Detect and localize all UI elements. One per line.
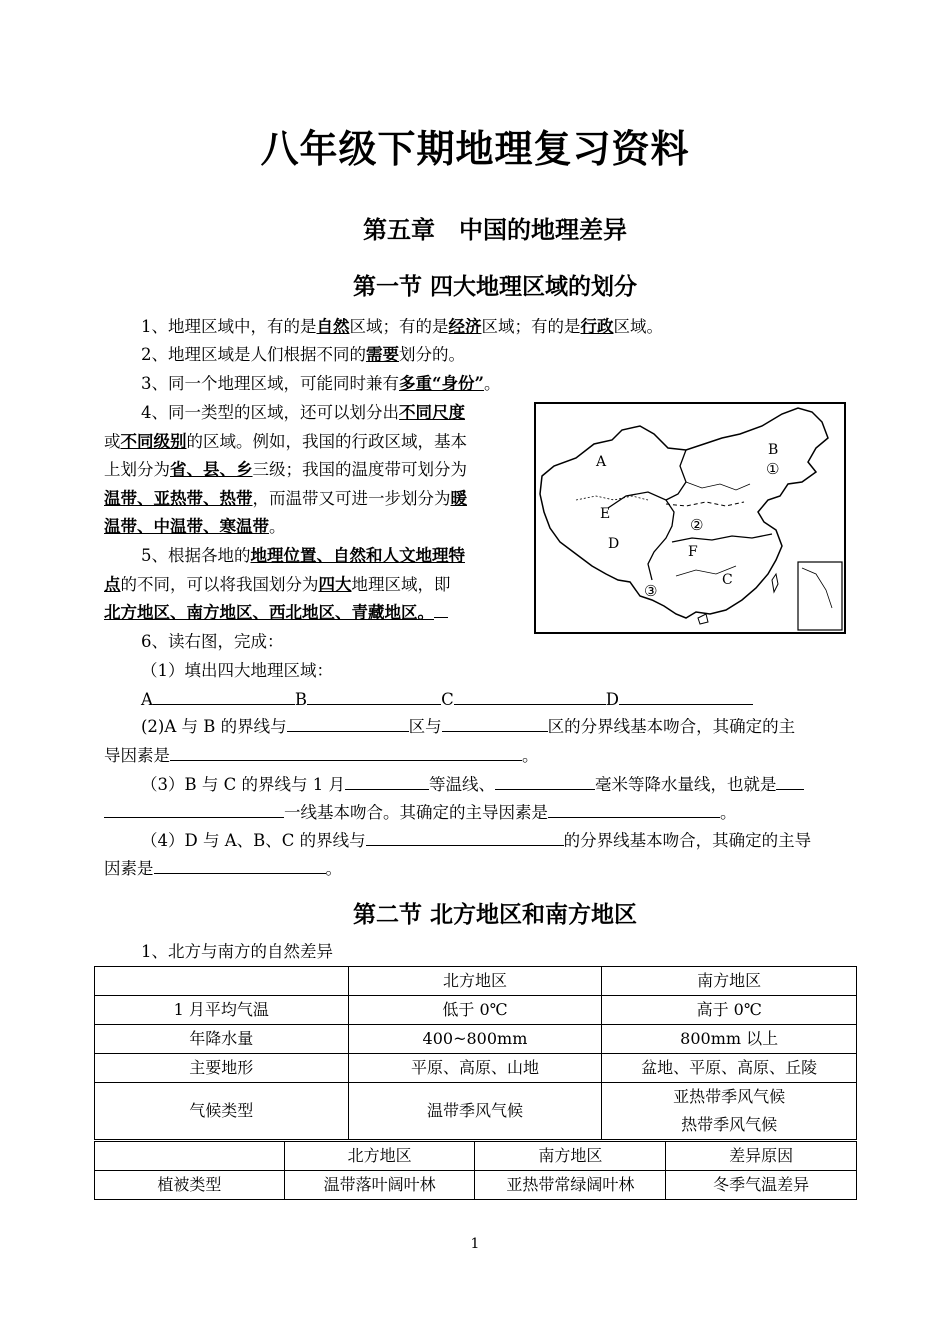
paragraph-4-line-2: 或不同级别的区域。例如，我国的行政区域，基本 bbox=[104, 432, 467, 451]
paragraph-4-line-3: 上划分为省、县、乡三级；我国的温度带可划分为 bbox=[104, 460, 467, 479]
table-cell: 主要地形 bbox=[95, 1054, 349, 1083]
table-row bbox=[95, 1142, 857, 1171]
table-cell: 亚热带常绿阔叶林 bbox=[475, 1171, 666, 1200]
comparison-table-2 bbox=[94, 1141, 857, 1200]
table-row bbox=[95, 996, 857, 1025]
blank-q2-2[interactable] bbox=[442, 713, 548, 732]
question-4-line-2: 因素是 。 bbox=[104, 855, 342, 884]
table-header: 北方地区 bbox=[284, 1142, 475, 1171]
table-cell: 1 月平均气温 bbox=[95, 996, 349, 1025]
table-header: 差异原因 bbox=[666, 1142, 857, 1171]
map-number-1: ① bbox=[766, 460, 780, 478]
table-cell: 温带季风气候 bbox=[348, 1083, 602, 1140]
table-cell: 平原、高原、山地 bbox=[348, 1054, 602, 1083]
table-cell: 温带落叶阔叶林 bbox=[284, 1171, 475, 1200]
blank-b[interactable] bbox=[307, 686, 441, 705]
map-label-c: C bbox=[722, 572, 733, 588]
paragraph-4-line-1: 4、同一类型的区域，还可以划分出不同尺度 bbox=[141, 403, 465, 422]
map-label-a: A bbox=[596, 454, 607, 470]
paragraph-1: 1、地理区域中，有的是自然区域；有的是经济区域；有的是行政区域。 bbox=[141, 317, 663, 336]
river-line bbox=[686, 482, 750, 490]
climate-type-1: 亚热带季风气候 bbox=[673, 1087, 786, 1106]
question-2-line-1: (2)A 与 B 的界线与 区与 区的分界线基本吻合，其确定的主 bbox=[141, 713, 795, 742]
table-cell: 植被类型 bbox=[95, 1171, 285, 1200]
paragraph-4-line-5: 温带、中温带、寒温带。 bbox=[104, 517, 286, 536]
table-row bbox=[95, 1054, 857, 1083]
blank-q3-2[interactable] bbox=[495, 771, 595, 790]
table-header: 北方地区 bbox=[348, 967, 602, 996]
paragraph-5-line-2: 点的不同，可以将我国划分为四大地理区域，即 bbox=[104, 575, 451, 594]
climate-type-2: 热带季风气候 bbox=[681, 1115, 778, 1134]
blank-c[interactable] bbox=[454, 686, 606, 705]
section1-heading: 第一节 四大地理区域的划分 bbox=[352, 274, 637, 300]
blank-q2-3[interactable] bbox=[170, 742, 522, 761]
china-outline bbox=[540, 408, 828, 618]
blank-q3-5[interactable] bbox=[548, 799, 720, 818]
boundary-north-south bbox=[672, 534, 772, 542]
table-row bbox=[95, 967, 857, 996]
boundary-dashed bbox=[666, 502, 744, 506]
blank-a[interactable] bbox=[153, 686, 295, 705]
question-1-blanks: A B C D bbox=[141, 686, 753, 715]
inset-coast bbox=[802, 568, 832, 608]
boundary-north-northwest bbox=[666, 450, 686, 500]
paragraph-2: 2、地理区域是人们根据不同的需要划分的。 bbox=[141, 345, 465, 364]
question-2-line-2: 导因素是 。 bbox=[104, 742, 539, 771]
table-cell: 800mm 以上 bbox=[602, 1025, 857, 1054]
map-label-f: F bbox=[688, 544, 698, 560]
map-number-3: ③ bbox=[644, 582, 658, 600]
table-cell bbox=[95, 1142, 285, 1171]
map-number-2: ② bbox=[690, 516, 704, 534]
table-row bbox=[95, 1083, 857, 1140]
blank-q4-1[interactable] bbox=[366, 827, 564, 846]
south-sea-inset bbox=[798, 562, 842, 630]
blank-q3-3[interactable] bbox=[776, 771, 804, 790]
china-region-map bbox=[534, 402, 846, 634]
paragraph-5-line-3: 北方地区、南方地区、西北地区、青藏地区。 bbox=[104, 599, 448, 628]
hainan-island bbox=[698, 614, 708, 624]
section2-intro: 1、北方与南方的自然差异 bbox=[141, 942, 333, 961]
table-cell: 高于 0℃ bbox=[602, 996, 857, 1025]
section2-heading: 第二节 北方地区和南方地区 bbox=[352, 902, 637, 928]
table-header: 南方地区 bbox=[602, 967, 857, 996]
table-header: 南方地区 bbox=[475, 1142, 666, 1171]
table-cell: 冬季气温差异 bbox=[666, 1171, 857, 1200]
table-cell: 低于 0℃ bbox=[348, 996, 602, 1025]
table-row bbox=[95, 1171, 857, 1200]
blank-d[interactable] bbox=[619, 686, 753, 705]
chapter-heading: 第五章 中国的地理差异 bbox=[363, 215, 627, 244]
comparison-table-1 bbox=[94, 966, 857, 1140]
table-cell: 400~800mm bbox=[348, 1025, 602, 1054]
blank-q3-4[interactable] bbox=[104, 799, 284, 818]
table-cell: 气候类型 bbox=[95, 1083, 349, 1140]
document-title: 八年级下期地理复习资料 bbox=[260, 126, 690, 171]
question-1: （1）填出四大地理区域： bbox=[141, 661, 333, 680]
table-cell: 年降水量 bbox=[95, 1025, 349, 1054]
taiwan-island bbox=[772, 574, 778, 592]
paragraph-6: 6、读右图，完成： bbox=[141, 632, 284, 651]
mountain-line bbox=[576, 496, 648, 500]
blank-q3-1[interactable] bbox=[345, 771, 429, 790]
table-row bbox=[95, 1025, 857, 1054]
blank-q2-1[interactable] bbox=[287, 713, 409, 732]
map-drawing bbox=[536, 404, 844, 632]
blank-q4-2[interactable] bbox=[154, 855, 326, 874]
page-number: 1 bbox=[470, 1236, 480, 1252]
table-cell bbox=[602, 1083, 857, 1140]
question-3-line-1: （3）B 与 C 的界线与 1 月 等温线、 毫米等降水量线，也就是 bbox=[141, 771, 804, 800]
map-label-b: B bbox=[768, 442, 779, 458]
question-4-line-1: （4）D 与 A、B、C 的界线与 的分界线基本吻合，其确定的主导 bbox=[141, 827, 811, 856]
table-cell bbox=[95, 967, 349, 996]
map-label-d: D bbox=[608, 536, 620, 552]
paragraph-3: 3、同一个地理区域，可能同时兼有多重“身份”。 bbox=[141, 374, 501, 393]
map-label-e: E bbox=[600, 506, 611, 522]
paragraph-5-line-1: 5、根据各地的地理位置、自然和人文地理特 bbox=[141, 546, 465, 565]
table-cell: 盆地、平原、高原、丘陵 bbox=[602, 1054, 857, 1083]
paragraph-4-line-4: 温带、亚热带、热带，而温带又可进一步划分为暖 bbox=[104, 489, 467, 508]
question-3-line-2: 一线基本吻合。其确定的主导因素是 。 bbox=[104, 799, 737, 828]
